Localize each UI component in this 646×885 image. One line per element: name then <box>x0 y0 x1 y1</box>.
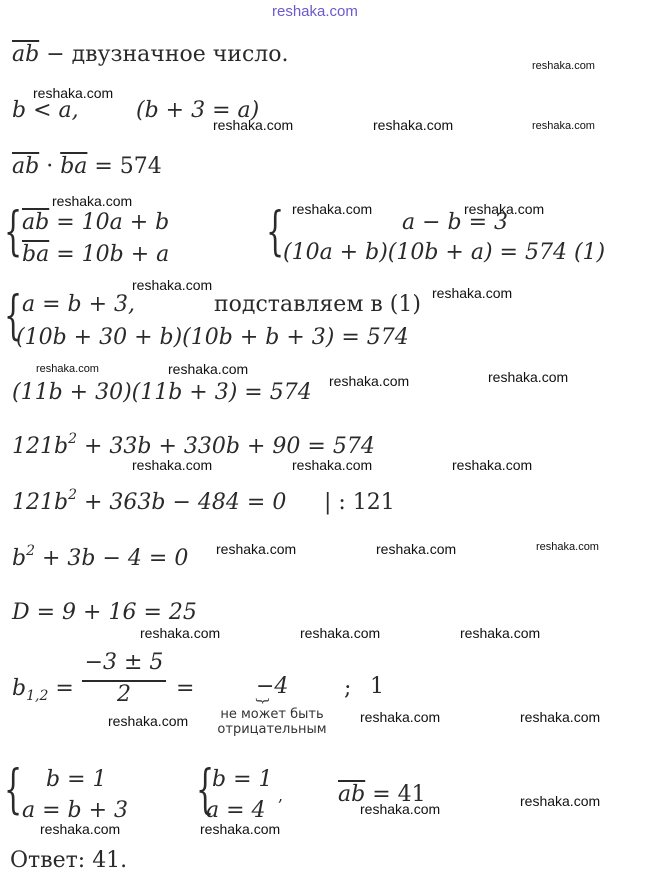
roots-lhs <box>12 676 74 704</box>
line-text: − двузначное число. <box>39 42 289 67</box>
system-brace: { <box>4 286 23 346</box>
watermark: reshaka.com <box>376 541 457 557</box>
rest: + 3b − 4 = 0 <box>35 546 189 571</box>
watermark: reshaka.com <box>300 625 381 641</box>
rest: + 363b − 484 = 0 <box>77 490 287 515</box>
watermark: reshaka.com <box>520 793 601 809</box>
product-equation <box>12 156 162 178</box>
root-positive: 1 <box>370 674 384 699</box>
row-rhs: = 10a + b <box>49 210 170 235</box>
watermark: reshaka.com <box>532 120 595 132</box>
system4-row2: a = b + 3 <box>22 798 129 823</box>
system-brace: { <box>4 760 23 820</box>
system1-row2 <box>22 244 169 266</box>
row-rhs: = 10b + a <box>49 242 170 267</box>
watermark: reshaka.com <box>272 3 358 20</box>
final-number <box>338 784 426 806</box>
system3-row1: a = b + 3, <box>22 292 136 317</box>
line-two-digit <box>12 44 289 66</box>
system-brace: { <box>266 202 285 262</box>
condition-b-less-a: b < a, <box>12 98 79 123</box>
watermark: reshaka.com <box>36 363 99 375</box>
system-brace: { <box>196 760 215 820</box>
separator: ; <box>344 676 352 701</box>
system3-row2: (10b + 30 + b)(10b + b + 3) = 574 <box>16 325 409 350</box>
root-negative: −4 <box>256 674 289 699</box>
number-ba: $\overline{ba}$ <box>22 242 50 267</box>
watermark: reshaka.com <box>432 285 513 301</box>
subscript: 1,2 <box>26 688 49 704</box>
comma: , <box>278 786 284 805</box>
system5-row2: a = 4 <box>206 798 266 823</box>
number-ab: $\overline{ab}$ <box>12 42 40 67</box>
watermark: reshaka.com <box>33 85 114 101</box>
watermark: reshaka.com <box>520 709 601 725</box>
watermark: reshaka.com <box>329 373 410 389</box>
number-ab: $\overline{ab}$ <box>338 782 366 807</box>
system-brace: { <box>4 202 23 262</box>
watermark: reshaka.com <box>292 201 373 217</box>
discriminant: D = 9 + 16 = 25 <box>12 600 197 625</box>
equals: = <box>176 676 195 701</box>
number-ba: $\overline{ba}$ <box>60 154 88 179</box>
exponent: 2 <box>68 431 77 447</box>
term: 121b <box>12 490 69 515</box>
system2-row1: a − b = 3 <box>402 210 509 235</box>
watermark: reshaka.com <box>52 193 133 209</box>
var-b: b <box>12 676 27 701</box>
quadratic-equation <box>12 543 189 571</box>
watermark: reshaka.com <box>360 709 441 725</box>
negative-root-note <box>196 708 348 738</box>
system5-row1: b = 1 <box>212 767 273 792</box>
denominator: 2 <box>117 682 131 707</box>
watermark: reshaka.com <box>360 801 441 817</box>
substitute-note: подставляем в (1) <box>214 292 421 317</box>
dot-operator: · <box>39 154 61 179</box>
answer: Ответ: 41. <box>10 848 128 873</box>
watermark: reshaka.com <box>373 117 454 133</box>
watermark: reshaka.com <box>132 277 213 293</box>
expanded-equation <box>12 431 375 459</box>
watermark: reshaka.com <box>140 625 221 641</box>
note-line2: отрицательным <box>217 721 327 737</box>
watermark: reshaka.com <box>168 361 249 377</box>
watermark: reshaka.com <box>464 201 545 217</box>
watermark: reshaka.com <box>216 541 297 557</box>
roots-fraction <box>82 652 166 706</box>
underbrace: } <box>254 696 271 706</box>
exponent: 2 <box>26 543 36 559</box>
watermark: reshaka.com <box>132 457 213 473</box>
watermark: reshaka.com <box>40 821 121 837</box>
system4-row1: b = 1 <box>46 767 107 792</box>
watermark: reshaka.com <box>488 369 569 385</box>
exponent: 2 <box>68 487 77 503</box>
equals: = <box>48 676 74 701</box>
watermark: reshaka.com <box>452 457 533 473</box>
watermark: reshaka.com <box>108 713 189 729</box>
factored-equation: (11b + 30)(11b + 3) = 574 <box>12 380 312 405</box>
equation-rhs: = 574 <box>87 154 162 179</box>
system2-row2: (10a + b)(10b + a) = 574 (1) <box>283 240 606 265</box>
condition-b-plus-3: (b + 3 = a) <box>136 98 260 123</box>
watermark: reshaka.com <box>292 457 373 473</box>
system1-row1 <box>22 212 169 234</box>
divide-note: | : 121 <box>324 490 395 515</box>
watermark: reshaka.com <box>532 60 595 72</box>
term: b <box>12 546 27 571</box>
rest: + 33b + 330b + 90 = 574 <box>77 434 375 459</box>
note-line1: не может быть <box>220 707 324 722</box>
watermark: reshaka.com <box>460 625 541 641</box>
number-ab: $\overline{ab}$ <box>22 210 50 235</box>
numerator: −3 ± 5 <box>84 650 164 675</box>
watermark: reshaka.com <box>536 541 599 553</box>
watermark: reshaka.com <box>213 117 294 133</box>
final-rhs: = 41 <box>365 782 426 807</box>
simplified-equation <box>12 487 287 515</box>
number-ab: $\overline{ab}$ <box>12 154 40 179</box>
term: 121b <box>12 434 69 459</box>
watermark: reshaka.com <box>200 821 281 837</box>
